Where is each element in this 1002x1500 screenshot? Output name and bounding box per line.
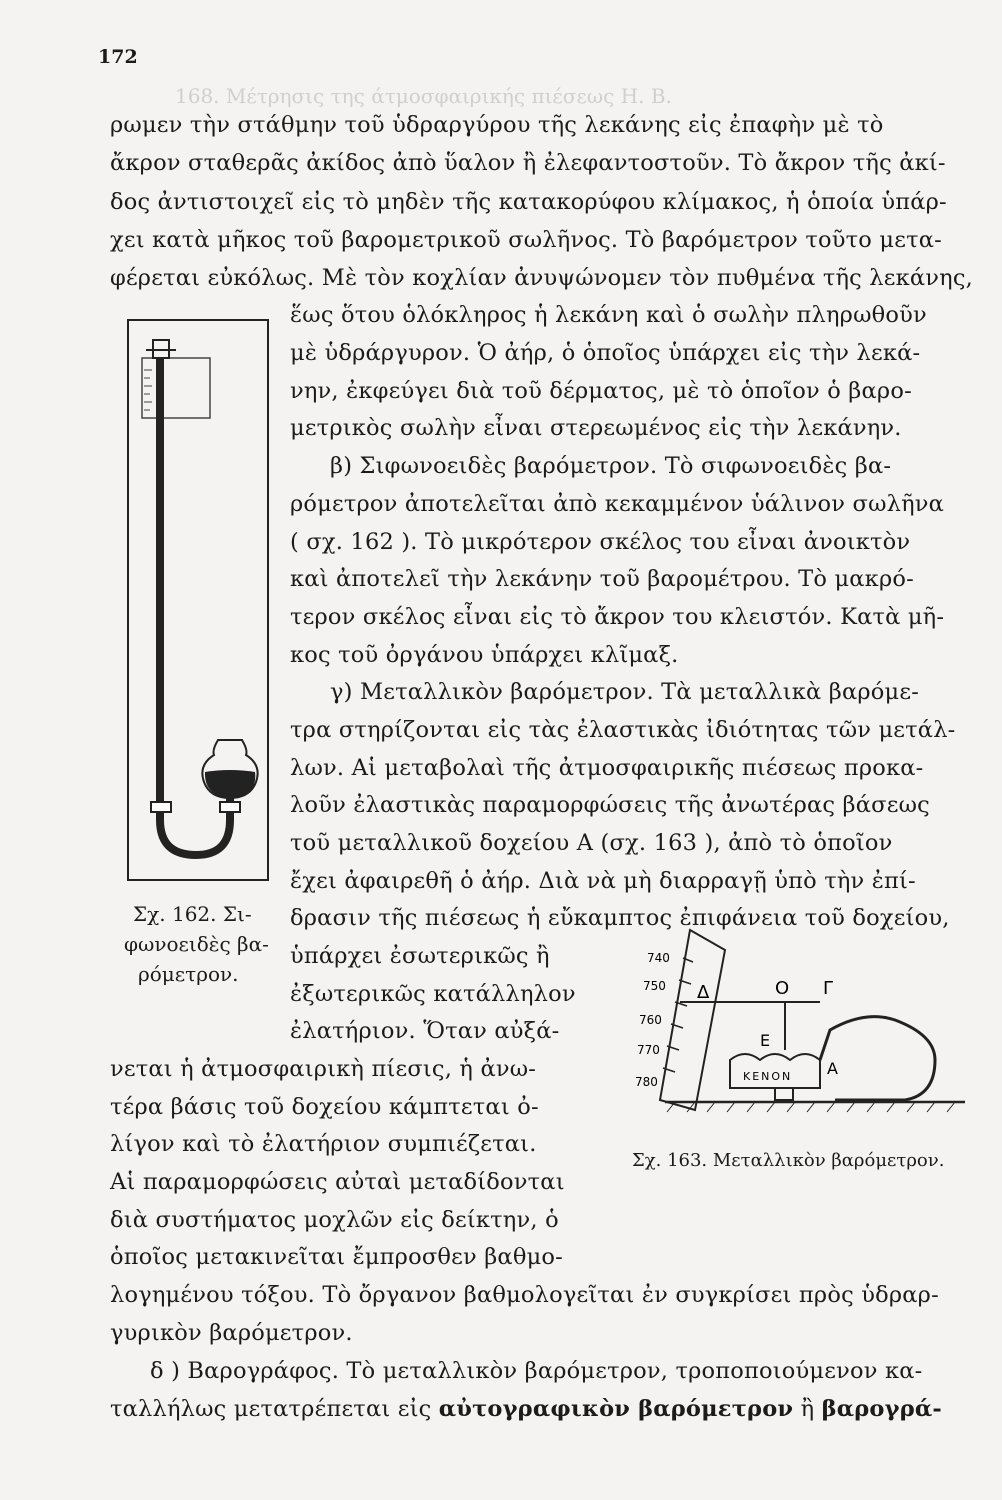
text-line: ἔχει ἀφαιρεθῆ ὁ ἀήρ. Διὰ νὰ μὴ διαρραγῇ ὑπὸ τὴν ἐπί-: [290, 868, 916, 894]
text-line: ( σχ. 162 ). Τὸ μικρότερον σκέλος του εἶναι ἀνοικτὸν: [290, 529, 911, 555]
text-line: φέρεται εὐκόλως. Μὲ τὸν κοχλίαν ἀνυψώνομεν τὸν πυθμένα τῆς λεκάνης,: [110, 265, 973, 291]
text-line: ὁποῖος μετακινεῖται ἔμπροσθεν βαθμο-: [110, 1244, 563, 1270]
text-line: τοῦ μεταλλικοῦ δοχείου Α (σχ. 163 ), ἀπὸ τὸ ὁποῖον: [290, 830, 893, 856]
figure-163-metallic-barometer: [635, 920, 975, 1120]
text-line: χει κατὰ μῆκος τοῦ βαρομετρικοῦ σωλῆνος. Τὸ βαρόμετρον τοῦτο μετα-: [110, 227, 942, 253]
text-line: ρόμετρον ἀποτελεῖται ἀπὸ κεκαμμένον ὑάλινον σωλῆνα: [290, 491, 945, 517]
label-kenon: ΚΕΝΟΝ: [743, 1070, 793, 1083]
section-beta-heading: β) Σιφωνοειδὲς βαρόμετρον. Τὸ σιφωνοειδὲς βα-: [330, 453, 892, 479]
text-line: μὲ ὑδράργυρον. Ὁ ἀήρ, ὁ ὁποῖος ὑπάρχει εἰς τὴν λεκά-: [290, 340, 921, 366]
text-line: ἕως ὅτου ὁλόκληρος ἡ λεκάνη καὶ ὁ σωλὴν πληρωθοῦν: [290, 302, 927, 328]
figure-163-caption: Σχ. 163. Μεταλλικὸν βαρόμετρον.: [632, 1150, 945, 1171]
figure-162-caption-line: Σχ. 162. Σι-: [133, 902, 252, 926]
text-line: νεται ἡ ἀτμοσφαιρικὴ πίεσις, ἡ ἀνω-: [110, 1056, 537, 1082]
text-line: λοῦν ἐλαστικὰς παραμορφώσεις τῆς ἀνωτέρας βάσεως: [290, 792, 930, 818]
text-line: μετρικὸς σωλὴν εἶναι στερεωμένος εἰς τὴν λεκάνην.: [290, 415, 902, 441]
text-line: λογημένου τόξου. Τὸ ὄργανον βαθμολογεῖται ἐν συγκρίσει πρὸς ὑδραρ-: [110, 1282, 939, 1308]
text-line: ἄκρον σταθερᾶς ἀκίδος ἀπὸ ὕαλον ἢ ἐλεφαντοστοῦν. Τὸ ἄκρον τῆς ἀκί-: [110, 150, 946, 176]
text-line: Αἱ παραμορφώσεις αὐταὶ μεταδίδονται: [110, 1169, 565, 1195]
label-e: Ε: [760, 1031, 771, 1050]
figure-162-caption-line: φωνοειδὲς βα-: [124, 932, 269, 956]
section-delta-heading: δ ) Βαρογράφος. Τὸ μεταλλικὸν βαρόμετρον, τροποποιούμενον κα-: [150, 1358, 923, 1384]
text-line: τέρα βάσις τοῦ δοχείου κάμπτεται ὀ-: [110, 1094, 539, 1120]
text-line: γυρικὸν βαρόμετρον.: [110, 1320, 353, 1346]
text-line: τρα στηρίζονται εἰς τὰς ἐλαστικὰς ἰδιότητας τῶν μετάλ-: [290, 717, 956, 743]
text-line: δος ἀντιστοιχεῖ εἰς τὸ μηδὲν τῆς κατακορύφου κλίμακος, ἡ ὁποία ὑπάρ-: [110, 189, 947, 215]
scale-tick-label: 770: [637, 1043, 660, 1057]
scale-tick-label: 760: [639, 1013, 662, 1027]
bleed-through-heading: 168. Μέτρησις της άτμοσφαιρικής πιέσεως Η. Β.: [175, 84, 672, 108]
scale-tick-label: 750: [643, 979, 666, 993]
label-o: Ο: [775, 978, 790, 999]
text-line: δρασιν τῆς πιέσεως ἡ εὔκαμπτος ἐπιφάνεια τοῦ δοχείου,: [290, 905, 950, 931]
text-line: τερον σκέλος εἶναι εἰς τὸ ἄκρον του κλειστόν. Κατὰ μῆ-: [290, 604, 945, 630]
label-delta: Δ: [697, 982, 710, 1003]
section-gamma-heading: γ) Μεταλλικὸν βαρόμετρον. Τὰ μεταλλικὰ βαρόμε-: [330, 679, 920, 705]
scale-tick-label: 780: [635, 1075, 658, 1089]
figure-162-siphon-barometer: [118, 310, 278, 890]
text-line: λων. Αἱ μεταβολαὶ τῆς ἀτμοσφαιρικῆς πιέσεως προκα-: [290, 755, 924, 781]
scale-tick-label: 740: [647, 951, 670, 965]
text-line: νην, ἐκφεύγει διὰ τοῦ δέρματος, μὲ τὸ ὁποῖον ὁ βαρο-: [290, 378, 912, 404]
text-line-last: ταλλήλως μετατρέπεται εἰς αὐτογραφικὸν βαρόμετρον ἢ βαρογρά-: [110, 1396, 942, 1422]
text-line: ὑπάρχει ἐσωτερικῶς ἢ: [290, 943, 550, 969]
text-line: ἐξωτερικῶς κατάλληλον: [290, 981, 576, 1007]
figure-162-caption-line: ρόμετρον.: [138, 962, 239, 986]
bold-term: βαρογρά-: [821, 1396, 942, 1422]
text-line: καὶ ἀποτελεῖ τὴν λεκάνην τοῦ βαρομέτρου. Τὸ μακρό-: [290, 566, 914, 592]
bold-term: αὐτογραφικὸν βαρόμετρον: [438, 1396, 794, 1422]
text-line: κος τοῦ ὀργάνου ὑπάρχει κλῖμαξ.: [290, 642, 679, 668]
page-number: 172: [98, 46, 138, 68]
text-line: διὰ συστήματος μοχλῶν εἰς δείκτην, ὁ: [110, 1207, 559, 1233]
label-gamma: Γ: [823, 978, 834, 999]
text-line: ρωμεν τὴν στάθμην τοῦ ὑδραργύρου τῆς λεκάνης εἰς ἐπαφὴν μὲ τὸ: [110, 112, 884, 138]
label-a: Α: [827, 1059, 838, 1078]
text-line: λίγον καὶ τὸ ἐλατήριον συμπιέζεται.: [110, 1131, 537, 1157]
text-line: ἐλατήριον. Ὅταν αὐξά-: [290, 1018, 560, 1044]
